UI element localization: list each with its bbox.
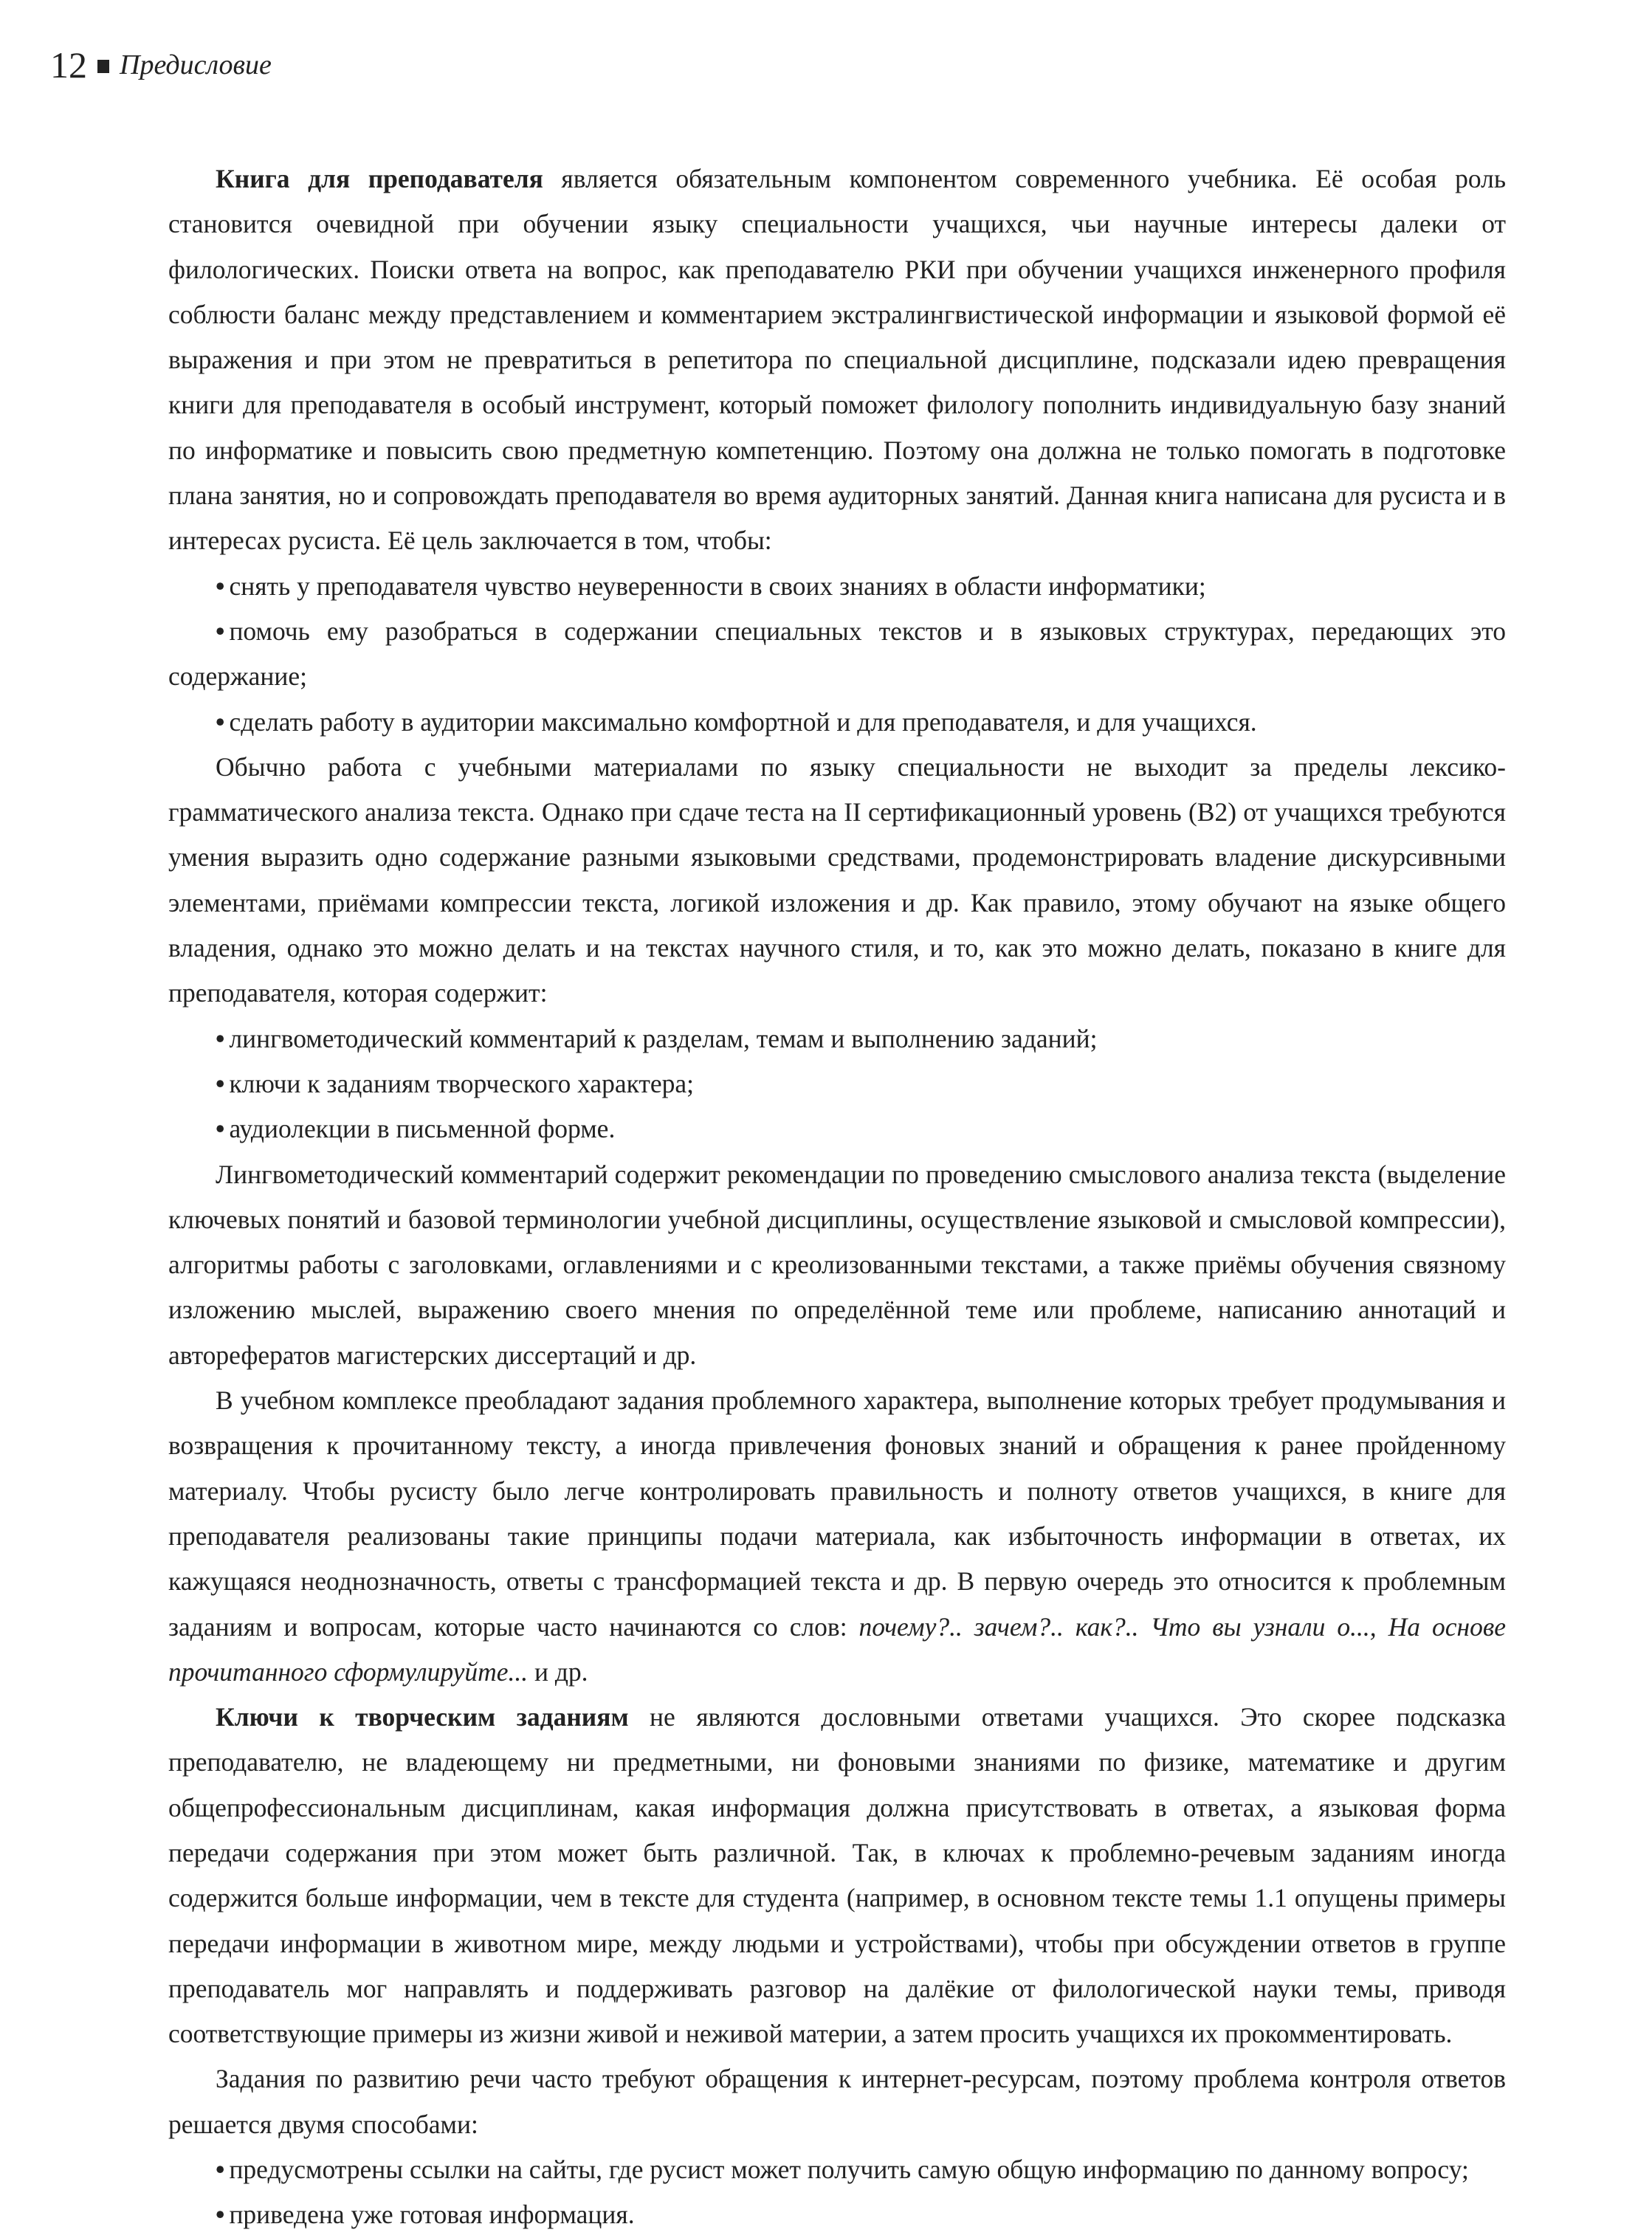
- running-head: [50, 43, 272, 87]
- bullet-item: • ключи к заданиям творческого характера;: [168, 1061, 1506, 1106]
- paragraph-intro: Книга для преподавателя является обязательным компонентом современного учебника. Её особая роль становится очевидной при обучении языку специальности учащихся, чьи научные интересы далеки от филологических. Поиски ответа на вопрос, как преподавателю РКИ при обучении учащихся инженерного профиля соблюсти баланс между представлением и комментарием экстралингвистической информации и языковой формой её выражения и при этом не превратиться в репетитора по специальной дисциплине, подсказали идею превращения книги для преподавателя в особый инструмент, который поможет филологу пополнить индивидуальную базу знаний по информатике и повысить свою предметную компетенцию. Поэтому она должна не только помогать в подготовке плана занятия, но и сопровождать преподавателя во время аудиторных занятий. Данная книга написана для русиста и в интересах русиста. Её цель заключается в том, чтобы:: [168, 164, 1507, 556]
- bullet-item: • аудиолекции в письменной форме.: [168, 1106, 1506, 1151]
- paragraph: Обычно работа с учебными материалами по языку специальности не выходит за пределы лексико-грамматического анализа текста. Однако при сдаче теста на II сертификационный уровень (В2) от учащихся требуются умения выразить одно содержание разными языковыми средствами, продемонстрировать владение дискурсивными элементами, приёмами компрессии текста, логикой изложения и др. Как правило, этому обучают на языке общего владения, однако это можно делать и на текстах научного стиля, и то, как это можно делать, показано в книге для преподавателя, которая содержит:: [168, 751, 1506, 1008]
- bullet-item: • снять у преподавателя чувство неуверенности в своих знаниях в области информатики;: [168, 564, 1506, 609]
- paragraph: Задания по развитию речи часто требуют обращения к интернет-ресурсам, поэтому проблема контроля ответов решается двумя способами:: [168, 2064, 1506, 2139]
- paragraph: В учебном комплексе преобладают задания проблемного характера, выполнение которых требует продумывания и возвращения к прочитанному тексту, а иногда привлечения фоновых знаний и обращения к ранее пройденному материалу. Чтобы русисту было легче контролировать правильность и полноту ответов учащихся, в книге для преподавателя реализованы такие принципы подачи материала, как избыточность информации в ответах, их кажущаяся неоднозначность, ответы с трансформацией текста и др. В первую очередь это относится к проблемным заданиям и вопросам, которые часто начинаются со слов: почему?.. зачем?.. как?.. Что вы узнали о..., На основе прочитанного сформулируйте... и др.: [168, 1385, 1506, 1687]
- bullet-item: • предусмотрены ссылки на сайты, где русист может получить самую общую информацию по данному вопросу;: [168, 2147, 1506, 2192]
- bullet-item: • лингвометодический комментарий к разделам, темам и выполнению заданий;: [168, 1016, 1506, 1061]
- bullet-item: • приведена уже готовая информация.: [168, 2192, 1506, 2237]
- paragraph: Лингвометодический комментарий содержит рекомендации по проведению смыслового анализа текста (выделение ключевых понятий и базовой терминологии учебной дисциплины, осуществление языковой и смысловой компрессии), алгоритмы работы с заголовками, оглавлениями и с креолизованными текстами, а также приёмы обучения связному изложению мыслей, выражению своего мнения по определённой теме или проблеме, написанию аннотаций и авторефератов магистерских диссертаций и др.: [168, 1159, 1506, 1370]
- square-separator-icon: [97, 60, 109, 73]
- bold-lead: Книга для преподавателя: [216, 164, 543, 193]
- page-number: 12: [50, 44, 87, 86]
- paragraph-keys: Ключи к творческим заданиям не являются дословными ответами учащихся. Это скорее подсказка преподавателю, не владеющему ни предметными, ни фоновыми знаниями по физике, математике и другим общепрофессиональным дисциплинам, какая информация должна присутствовать в ответах, а языковая форма передачи содержания при этом может быть различной. Так, в ключах к проблемно-речевым заданиям иногда содержится больше информации, чем в тексте для студента (например, в основном тексте темы 1.1 опущены примеры передачи информации в животном мире, между людьми и устройствами), чтобы при обсуждении ответов в группе преподаватель мог направлять и поддерживать разговор на далёкие от филологической науки темы, приводя соответствующие примеры из жизни живой и неживой материи, а затем просить учащихся их прокомментировать.: [168, 1702, 1506, 2049]
- bullet-item: • помочь ему разобраться в содержании специальных текстов и в языковых структурах, передающих это содержание;: [168, 609, 1506, 700]
- bullet-item: • сделать работу в аудитории максимально комфортной и для преподавателя, и для учащихся.: [168, 700, 1506, 745]
- section-title: Предисловие: [120, 49, 272, 80]
- bold-lead: Ключи к творческим заданиям: [216, 1702, 629, 1732]
- page-body: [168, 156, 1506, 2238]
- italic-examples: почему?.. зачем?.. как?.. Что вы узнали о..., На основе прочитанного сформулируйте...: [168, 1611, 1506, 1687]
